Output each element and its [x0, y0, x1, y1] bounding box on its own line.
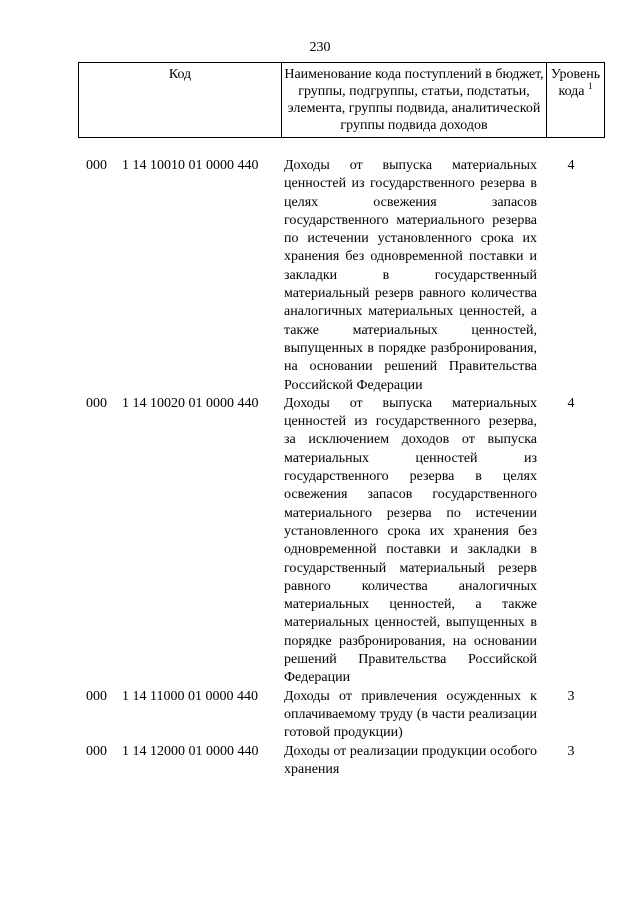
income-name: Доходы от привлечения осужденных к оплачиваемому труду (в части реализации готовой продукции)	[284, 688, 537, 741]
income-name: Доходы от выпуска материальных ценностей из государственного резерва, за исключением доходов от выпуска материальных ценностей из государственного резерва в целях освежения запасов государственного материального резерва по истечении установленного срока их хранения без одновременной поставки и закладки в государственный материальный резерв равного количества аналогичных материальных ценностей, а также материальных ценностей, выпущенных в порядке разбронирования, на основании решений Правительства Российской Федерации	[284, 395, 537, 686]
table-row	[78, 395, 605, 688]
header-code: Код	[79, 63, 282, 137]
admin-code: 000	[86, 688, 107, 704]
admin-code: 000	[86, 395, 107, 411]
page-number: 230	[309, 40, 331, 55]
income-code: 1 14 10010 01 0000 440	[122, 158, 259, 173]
code-level: 4	[567, 395, 575, 411]
table-body	[78, 157, 605, 779]
admin-code: 000	[86, 743, 107, 759]
income-name: Доходы от реализации продукции особого хранения	[284, 743, 537, 777]
table-row	[78, 157, 605, 395]
header-level-label: Уровень кода	[550, 67, 601, 99]
income-name: Доходы от выпуска материальных ценностей из государственного резерва в целях освежения запасов государственного материального резерва по истечении установленного срока их хранения без одновременной поставки и закладки в государственный материальный резерв равного количества аналогичных материальных ценностей, а также материальных ценностей, выпущенных в порядке разбронирования, на основании решений Правительства Российской Федерации	[284, 158, 537, 393]
admin-code: 000	[86, 158, 107, 173]
income-code: 1 14 10020 01 0000 440	[122, 395, 259, 411]
income-code: 1 14 11000 01 0000 440	[122, 688, 258, 704]
header-level	[547, 63, 604, 137]
table-row	[78, 743, 605, 780]
header-name: Наименование кода поступлений в бюджет, группы, подгруппы, статьи, подстатьи, элемента, группы подвида, аналитической группы подвида доходов	[282, 63, 547, 137]
table-header	[78, 62, 605, 138]
income-code: 1 14 12000 01 0000 440	[122, 743, 259, 759]
code-level: 3	[567, 743, 575, 759]
code-level: 4	[567, 158, 575, 173]
header-level-footnote: 1	[588, 81, 593, 91]
code-level: 3	[567, 688, 575, 704]
table-row	[78, 688, 605, 743]
